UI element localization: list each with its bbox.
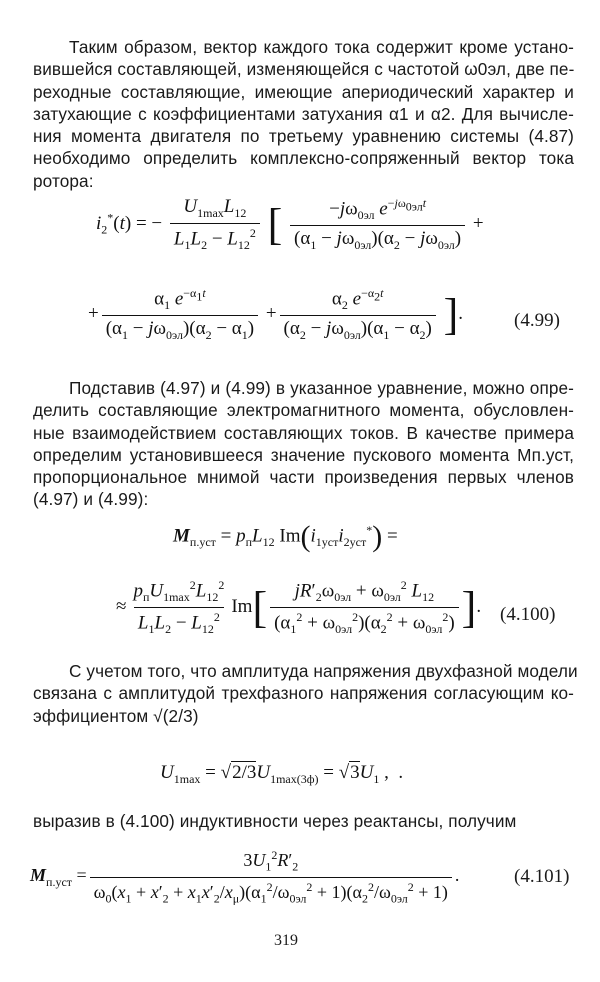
text-line: ротора: [33, 170, 94, 191]
page-number: 319 [274, 932, 298, 949]
text-line: вившейся составляющей, изменяющейся с частотой ω0эл, две пе- [33, 59, 575, 80]
text-line: С учетом того, что амплитуда напряжения двухфазной модели [69, 661, 578, 681]
paragraph-4 [33, 810, 574, 832]
paragraph-3 [33, 660, 578, 727]
text-line: реходные составляющие, имеющие апериодический характер и [33, 81, 574, 102]
text-line: Таким образом, вектор каждого тока содержит кроме устано- [69, 37, 574, 57]
paragraph-1 [33, 36, 574, 192]
text-line: делить составляющие электромагнитного момента, обусловлен- [33, 400, 574, 421]
text-line: Подставив (4.97) и (4.99) в указанное уравнение, можно опре- [69, 378, 574, 398]
equation-4-100-line1: $M_{п.уст} = p_пL_{12}$ $Im(i_{1уст}i_{2уст}^*)$ = [173, 520, 398, 553]
text-line: определим установившееся значение пускового момента Mп.уст, [33, 444, 574, 465]
text-line: необходимо определить комплексно-сопряженный вектор тока [33, 148, 574, 169]
text-line: ния момента двигателя по третьему уравнению системы (4.87) [33, 126, 574, 147]
text-line: затухающие с коэффициентами затухания α1 и α2. Для вычисле- [33, 103, 574, 124]
text-line: выразив в (4.100) индуктивности через реактансы, получим [33, 811, 517, 831]
equation-4-100-line2: ≈ $\frac{p_пU_{1max}^2L_{12}^2}{L_1L_2 - L_{12}^2}$ Im[ $\frac{jR'_2\omega_{0эл} + \omega_{0эл}^2 L_{12}}{(\alpha_1^2 + \omega_{0эл}^2)(\alpha_2^2 + \omega_{0эл}^2)}$ ]. [116, 578, 482, 637]
equation-4-99-line2: + $\frac{\alpha_1 e^{-\alpha_1t}}{(\alpha_1 - j\omega_{0эл})(\alpha_2 - \alpha_1)}$ + $\frac{\alpha_2 e^{-\alpha_2t}}{(\alpha_2 - j\omega_{0эл})(\alpha_1 - \alpha_2)}$ ]. [88, 286, 464, 342]
text-line: (4.97) и (4.99): [33, 489, 149, 510]
text-line: пропорциональное мнимой части произведения первых членов [33, 467, 574, 488]
equation-number: (4.101) [514, 866, 570, 887]
equation-4-101: $M_{п.уст}$ = $\frac{3U_1^2R'_2}{\omega_0(x_1 + x'_2 + x_1x'_2/x_\mu)(\alpha_1^2/\omega_{0эл}^2 + 1)(\alpha_2^2/\omega_{0эл}^2 + 1)}$ . [30, 848, 460, 906]
text-line: эффициентом √(2/3) [33, 705, 199, 726]
equation-4-99-line1: $i_2^*(t)$ = − $\frac{U_{1max}L_{12}}{L_1L_2 - L_{12}^2}$ [ $\frac{-j\omega_{0эл} e^{-j\omega_{0эл}t}}{(\alpha_1 - j\omega_{0эл})(\alpha_2 - j\omega_{0эл})}$ + [96, 196, 484, 252]
equation-number: (4.100) [500, 604, 556, 625]
text-line: связана с амплитудой трехфазного напряжения согласующим ко- [33, 683, 574, 704]
equation-number: (4.99) [514, 310, 560, 331]
text-line: ные взаимодействием составляющих токов. В качестве примера [33, 422, 574, 443]
equation-voltage: $U_{1max} = √2/3U_{1max(3ф)} = √3U_1$ , . [160, 762, 404, 786]
paragraph-2 [33, 377, 574, 511]
